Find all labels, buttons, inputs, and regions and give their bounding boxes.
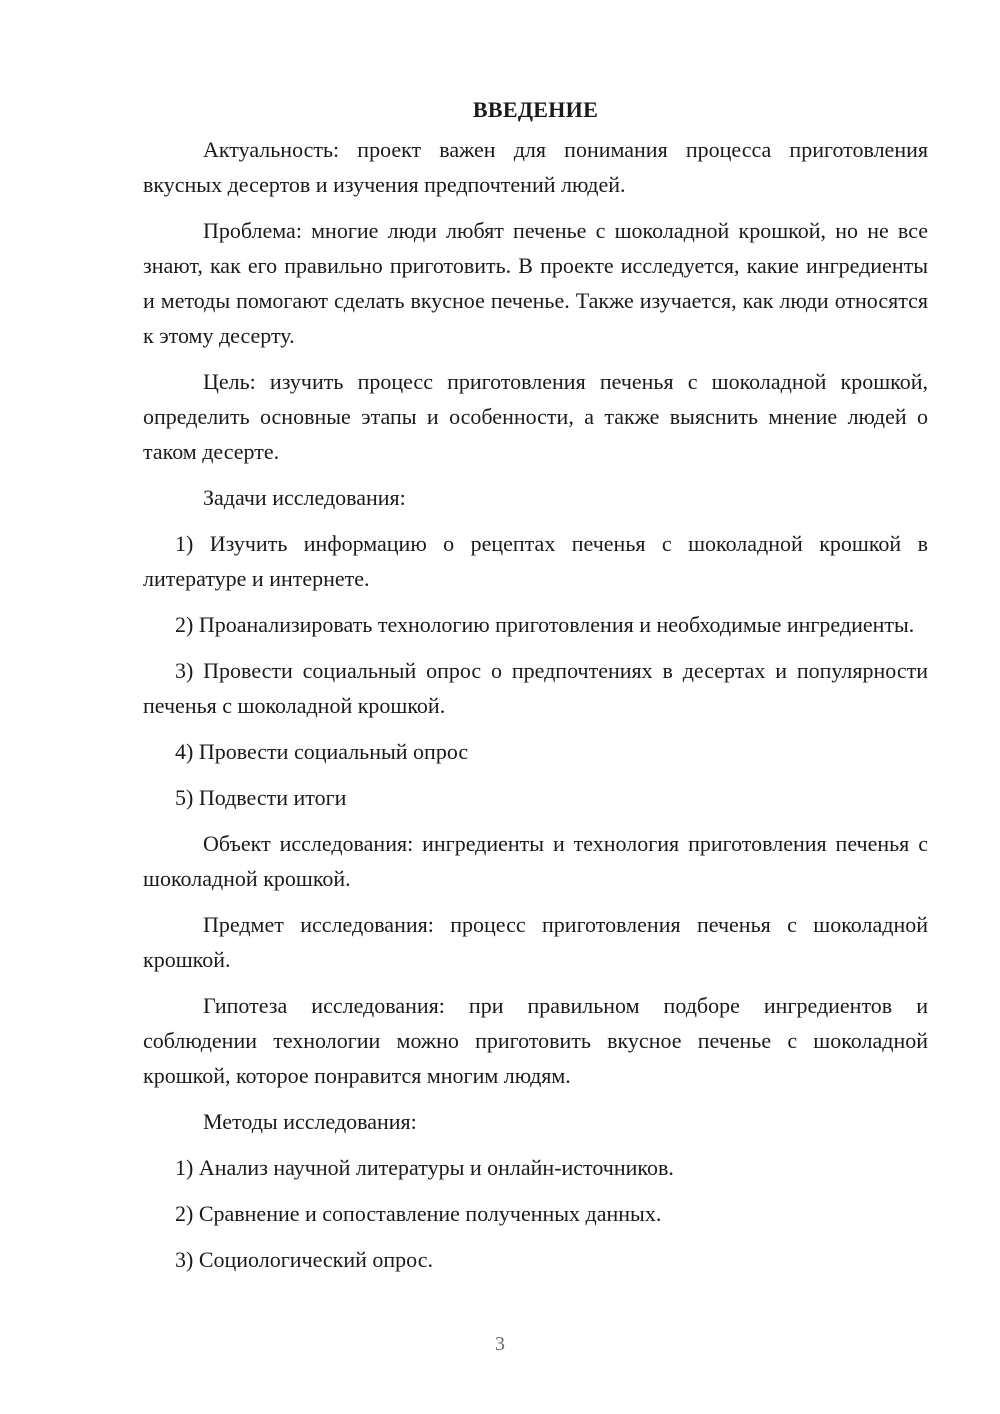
method-item-1: 1) Анализ научной литературы и онлайн-источников. (175, 1155, 674, 1180)
problem-paragraph: Проблема: многие люди любят печенье с шоколадной крошкой, но не все знают, как его правильно приготовить. В проекте исследуется, какие ингредиенты и методы помогают сделать вкусное печенье. Также изучается, как люди относятся к этому десерту. (143, 218, 928, 348)
object-paragraph: Объект исследования: ингредиенты и технология приготовления печенья с шоколадной крошкой. (143, 831, 928, 891)
task-item-4: 4) Провести социальный опрос (175, 739, 469, 764)
task-item-5: 5) Подвести итоги (175, 785, 347, 810)
task-item-2: 2) Проанализировать технологию приготовления и необходимые ингредиенты. (175, 612, 915, 637)
goal-paragraph: Цель: изучить процесс приготовления печенья с шоколадной крошкой, определить основные этапы и особенности, а также выяснить мнение людей о таком десерте. (143, 369, 928, 464)
methods-heading: Методы исследования: (203, 1109, 417, 1134)
task-item-3: 3) Провести социальный опрос о предпочтениях в десертах и популярности печенья с шоколадной крошкой. (143, 658, 928, 718)
document-page (143, 92, 928, 1288)
subject-paragraph: Предмет исследования: процесс приготовления печенья с шоколадной крошкой. (143, 912, 928, 972)
tasks-heading: Задачи исследования: (203, 485, 406, 510)
method-item-2: 2) Сравнение и сопоставление полученных данных. (175, 1201, 662, 1226)
page-title: ВВЕДЕНИЕ (472, 97, 599, 122)
task-item-1: 1) Изучить информацию о рецептах печенья с шоколадной крошкой в литературе и интернете. (143, 531, 928, 591)
page-number: 3 (495, 1333, 505, 1355)
hypothesis-paragraph: Гипотеза исследования: при правильном подборе ингредиентов и соблюдении технологии можно приготовить вкусное печенье с шоколадной крошкой, которое понравится многим людям. (143, 993, 928, 1088)
relevance-paragraph: Актуальность: проект важен для понимания процесса приготовления вкусных десертов и изучения предпочтений людей. (143, 137, 928, 197)
method-item-3: 3) Социологический опрос. (175, 1247, 433, 1272)
